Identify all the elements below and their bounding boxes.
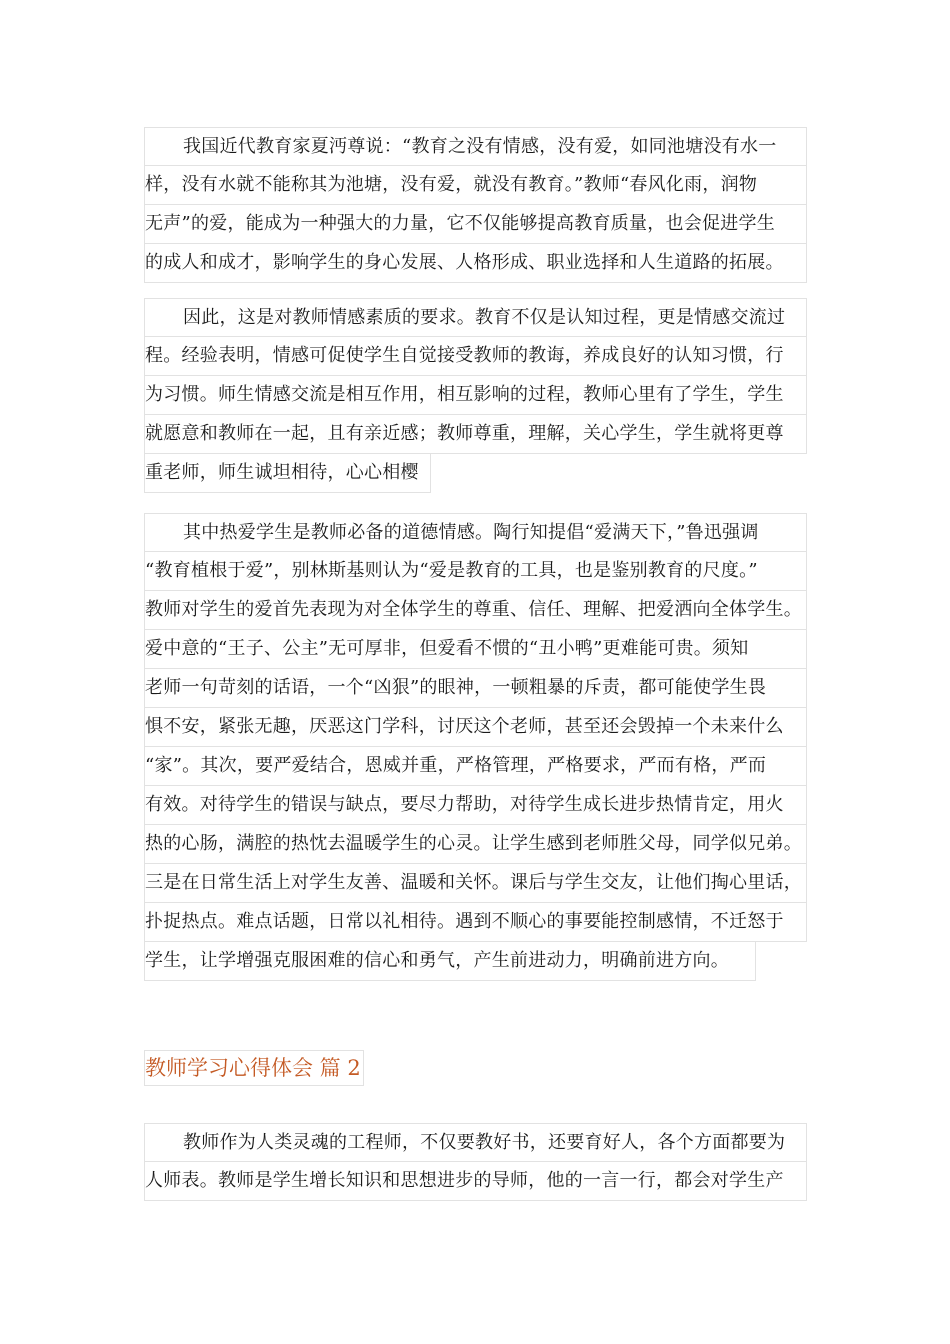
paragraph-line: 三是在日常生活上对学生友善、温暖和关怀。课后与学生交友，让他们掏心里话， — [144, 864, 807, 903]
paragraph-line: 就愿意和教师在一起，且有亲近感；教师尊重，理解，关心学生，学生就将更尊 — [144, 415, 807, 454]
section-heading: 教师学习心得体会 篇 2 — [144, 1050, 364, 1086]
paragraph-line: “家”。其次，要严爱结合，恩威并重，严格管理，严格要求，严而有格，严而 — [144, 747, 807, 786]
paragraph-line: 惧不安，紧张无趣，厌恶这门学科，讨厌这个老师，甚至还会毁掉一个未来什么 — [144, 708, 807, 747]
paragraph-line: 教师对学生的爱首先表现为对全体学生的尊重、信任、理解、把爱洒向全体学生。 — [144, 591, 807, 630]
paragraph-line: 的成人和成才，影响学生的身心发展、人格形成、职业选择和人生道路的拓展。 — [144, 244, 807, 283]
paragraph-line: 因此，这是对教师情感素质的要求。教育不仅是认知过程，更是情感交流过 — [144, 298, 807, 337]
paragraph-line: 老师一句苛刻的话语，一个“凶狠”的眼神，一顿粗暴的斥责，都可能使学生畏 — [144, 669, 807, 708]
paragraph-line: 程。经验表明，情感可促使学生自觉接受教师的教诲，养成良好的认知习惯，行 — [144, 337, 807, 376]
paragraph-line: 热的心肠，满腔的热忱去温暖学生的心灵。让学生感到老师胜父母，同学似兄弟。 — [144, 825, 807, 864]
paragraph-line: 为习惯。师生情感交流是相互作用，相互影响的过程，教师心里有了学生，学生 — [144, 376, 807, 415]
paragraph-1 — [144, 127, 807, 283]
paragraph-line: 无声”的爱，能成为一种强大的力量，它不仅能够提高教育质量，也会促进学生 — [144, 205, 807, 244]
paragraph-2 — [144, 298, 807, 497]
paragraph-4 — [144, 1123, 807, 1201]
paragraph-3 — [144, 513, 807, 985]
paragraph-line: 爱中意的“王子、公主”无可厚非，但爱看不惯的“丑小鸭”更难能可贵。须知 — [144, 630, 807, 669]
paragraph-line: 我国近代教育家夏沔尊说：“教育之没有情感，没有爱，如同池塘没有水一 — [144, 127, 807, 166]
paragraph-line: 其中热爱学生是教师必备的道德情感。陶行知提倡“爱满天下，”鲁迅强调 — [144, 513, 807, 552]
paragraph-line: 有效。对待学生的错误与缺点，要尽力帮助，对待学生成长进步热情肯定，用火 — [144, 786, 807, 825]
paragraph-line: 学生，让学增强克服困难的信心和勇气，产生前进动力，明确前进方向。 — [144, 942, 756, 981]
paragraph-line: “教育植根于爱”，别林斯基则认为“爱是教育的工具，也是鉴别教育的尺度。” — [144, 552, 807, 591]
paragraph-line: 样，没有水就不能称其为池塘，没有爱，就没有教育。”教师“春风化雨，润物 — [144, 166, 807, 205]
paragraph-line: 扑捉热点。难点话题，日常以礼相待。遇到不顺心的事要能控制感情，不迁怒于 — [144, 903, 807, 942]
paragraph-line: 人师表。教师是学生增长知识和思想进步的导师，他的一言一行，都会对学生产 — [144, 1162, 807, 1201]
paragraph-line: 重老师，师生诚坦相待，心心相樱 — [144, 454, 431, 493]
paragraph-line: 教师作为人类灵魂的工程师，不仅要教好书，还要育好人，各个方面都要为 — [144, 1123, 807, 1162]
